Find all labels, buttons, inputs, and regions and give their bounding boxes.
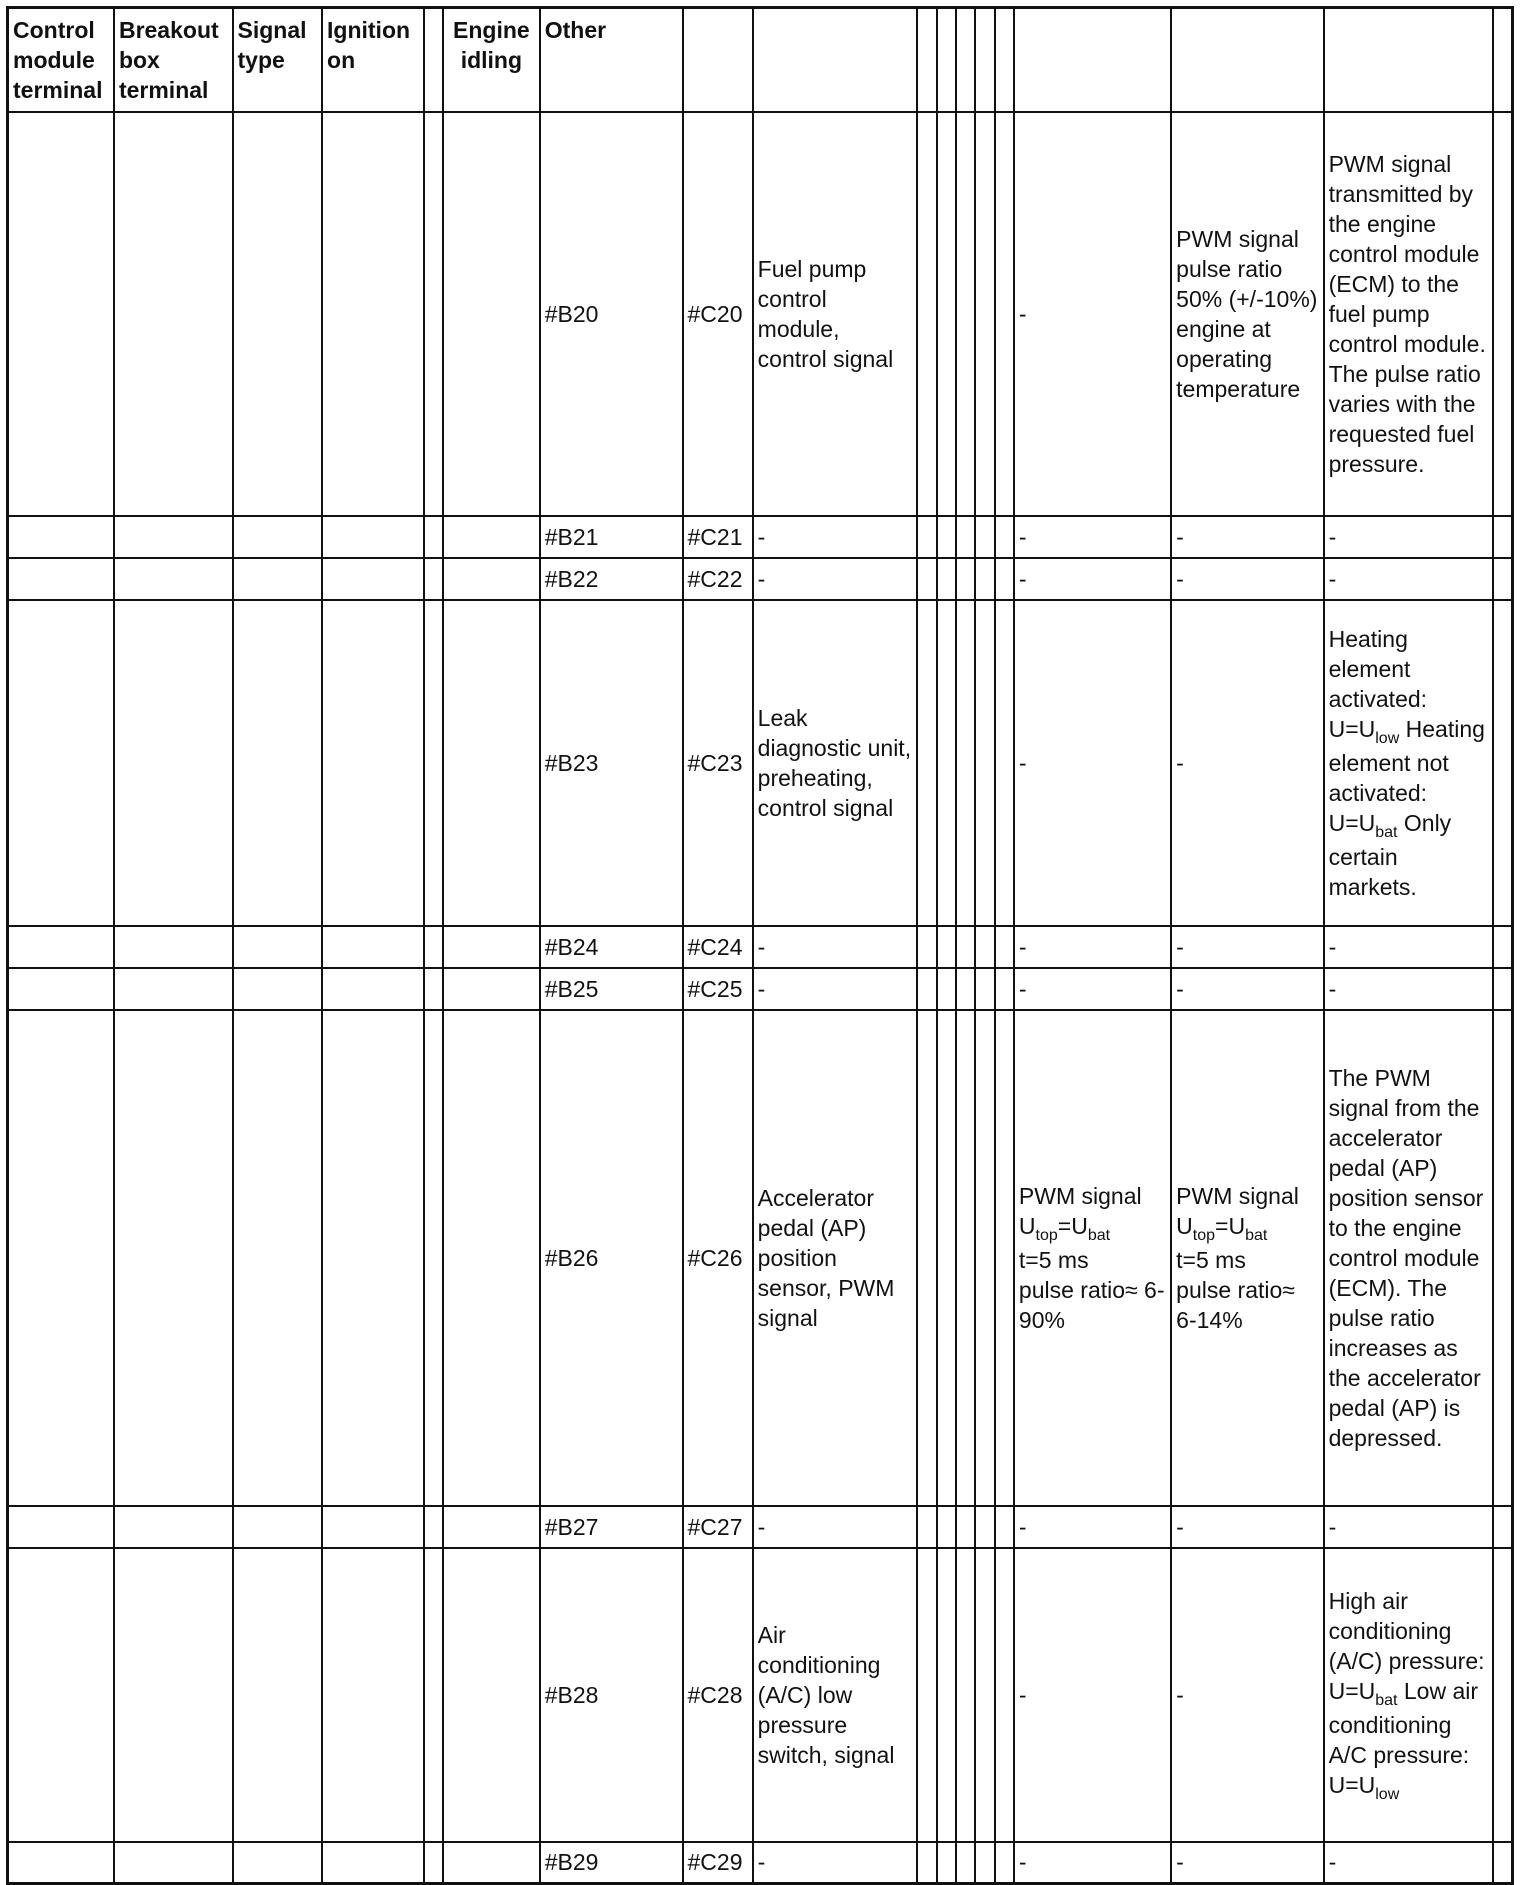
subscript: top xyxy=(1035,1226,1058,1244)
cell-engine-idling: - xyxy=(1171,558,1323,600)
other-text-a: Heating element activated: U=U xyxy=(1328,625,1428,742)
other-text-b: Heating element not activated: U=U xyxy=(1328,715,1485,836)
other-text-c: Only certain markets. xyxy=(1328,809,1452,900)
header-blank xyxy=(424,8,443,112)
other-text-a: High air conditioning (A/C) pressure: U=U xyxy=(1328,1587,1485,1704)
cell-ignition-on: - xyxy=(1014,1842,1171,1884)
subscript: bat xyxy=(1087,1226,1111,1244)
voltage-equals: =U xyxy=(1057,1212,1088,1239)
header-blank xyxy=(956,8,975,112)
cell-c-terminal: #C29 xyxy=(683,1842,753,1884)
table-row xyxy=(8,1842,1513,1884)
terminal-table-page xyxy=(6,6,1514,1874)
cell-ignition-on: - xyxy=(1014,516,1171,558)
header-other: Other xyxy=(540,8,683,112)
header-blank xyxy=(917,8,936,112)
other-text-b: Low air conditioning A/C pressure: U=U xyxy=(1328,1677,1479,1798)
header-control-module-terminal: Control module terminal xyxy=(8,8,114,112)
header-ignition-on: Ignition on xyxy=(322,8,424,112)
header-blank xyxy=(683,8,753,112)
header-engine-idling: Engine idling xyxy=(443,8,540,112)
voltage-symbol: U xyxy=(1018,1212,1036,1239)
cell-c-terminal: #C27 xyxy=(683,1506,753,1548)
pulse-ratio-line: pulse ratio≈ 6-90% xyxy=(1018,1276,1165,1333)
voltage-equals: =U xyxy=(1215,1212,1246,1239)
cell-b-terminal: #B22 xyxy=(540,558,683,600)
cell-ignition-on xyxy=(1014,1010,1171,1506)
cell-b-terminal: #B26 xyxy=(540,1010,683,1506)
subscript: bat xyxy=(1375,823,1398,841)
period-line: t=5 ms xyxy=(1018,1246,1089,1273)
cell-other: - xyxy=(1324,926,1493,968)
cell-c-terminal: #C26 xyxy=(683,1010,753,1506)
table-row xyxy=(8,1010,1513,1506)
header-blank xyxy=(995,8,1014,112)
cell-engine-idling: - xyxy=(1171,600,1323,926)
cell-other: PWM signal transmitted by the engine control module (ECM) to the fuel pump control module. The pulse ratio varies with the requested fuel pressure. xyxy=(1324,112,1493,516)
pulse-ratio-line: pulse ratio≈ 6-14% xyxy=(1176,1276,1295,1333)
cell-b-terminal: #B23 xyxy=(540,600,683,926)
cell-engine-idling: - xyxy=(1171,1548,1323,1842)
cell-signal-type: - xyxy=(753,1842,918,1884)
cell-engine-idling: - xyxy=(1171,1842,1323,1884)
header-blank xyxy=(1493,8,1513,112)
cell-ignition-on: - xyxy=(1014,1548,1171,1842)
table-row xyxy=(8,558,1513,600)
table-row xyxy=(8,112,1513,516)
header-row xyxy=(8,8,1513,112)
cell-ignition-on: - xyxy=(1014,112,1171,516)
header-blank xyxy=(1014,8,1171,112)
cell-c-terminal: #C28 xyxy=(683,1548,753,1842)
cell-b-terminal: #B24 xyxy=(540,926,683,968)
cell-signal-type: - xyxy=(753,516,918,558)
table-row xyxy=(8,516,1513,558)
cell-engine-idling: - xyxy=(1171,516,1323,558)
header-blank xyxy=(1324,8,1493,112)
cell-engine-idling: - xyxy=(1171,1506,1323,1548)
pwm-line: PWM signal xyxy=(1176,1182,1299,1209)
table-row xyxy=(8,968,1513,1010)
subscript: top xyxy=(1192,1226,1216,1244)
table-row xyxy=(8,926,1513,968)
cell-signal-type: Air conditioning (A/C) low pressure switch, signal xyxy=(753,1548,918,1842)
cell-b-terminal: #B28 xyxy=(540,1548,683,1842)
cell-other: - xyxy=(1324,516,1493,558)
pwm-line: PWM signal xyxy=(1018,1182,1142,1209)
voltage-symbol: U xyxy=(1176,1212,1193,1239)
cell-other: - xyxy=(1324,1842,1493,1884)
cell-other xyxy=(1324,1548,1493,1842)
cell-signal-type: Fuel pump control module, control signal xyxy=(753,112,918,516)
subscript: low xyxy=(1375,729,1400,747)
cell-signal-type: - xyxy=(753,968,918,1010)
cell-other xyxy=(1324,600,1493,926)
cell-c-terminal: #C22 xyxy=(683,558,753,600)
header-signal-type: Signal type xyxy=(233,8,323,112)
cell-b-terminal: #B25 xyxy=(540,968,683,1010)
cell-c-terminal: #C21 xyxy=(683,516,753,558)
subscript: bat xyxy=(1245,1226,1268,1244)
table-row xyxy=(8,1548,1513,1842)
cell-engine-idling: - xyxy=(1171,926,1323,968)
cell-signal-type: - xyxy=(753,558,918,600)
cell-ignition-on: - xyxy=(1014,1506,1171,1548)
table-row xyxy=(8,1506,1513,1548)
cell-ignition-on: - xyxy=(1014,926,1171,968)
cell-signal-type: Leak diagnostic unit, preheating, control signal xyxy=(753,600,918,926)
cell-c-terminal: #C24 xyxy=(683,926,753,968)
cell-c-terminal: #C20 xyxy=(683,112,753,516)
cell-signal-type: - xyxy=(753,1506,918,1548)
header-blank xyxy=(1171,8,1323,112)
cell-ignition-on: - xyxy=(1014,558,1171,600)
cell-c-terminal: #C23 xyxy=(683,600,753,926)
cell-engine-idling: PWM signal pulse ratio 50% (+/-10%) engine at operating temperature xyxy=(1171,112,1323,516)
cell-ignition-on: - xyxy=(1014,968,1171,1010)
period-line: t=5 ms xyxy=(1176,1246,1246,1273)
cell-other: - xyxy=(1324,558,1493,600)
header-breakout-box-terminal: Breakout box terminal xyxy=(114,8,233,112)
header-blank xyxy=(937,8,956,112)
cell-b-terminal: #B29 xyxy=(540,1842,683,1884)
cell-signal-type: Accelerator pedal (AP) position sensor, PWM signal xyxy=(753,1010,918,1506)
voltage-line xyxy=(1176,1211,1318,1245)
cell-engine-idling: - xyxy=(1171,968,1323,1010)
cell-engine-idling xyxy=(1171,1010,1323,1506)
cell-other: The PWM signal from the accelerator pedal (AP) position sensor to the engine control module (ECM). The pulse ratio increases as the accelerator pedal (AP) is depressed. xyxy=(1324,1010,1493,1506)
cell-other: - xyxy=(1324,1506,1493,1548)
header-blank xyxy=(753,8,918,112)
terminal-signal-table xyxy=(6,6,1514,1885)
voltage-line xyxy=(1019,1211,1166,1245)
cell-ignition-on: - xyxy=(1014,600,1171,926)
cell-b-terminal: #B20 xyxy=(540,112,683,516)
cell-signal-type: - xyxy=(753,926,918,968)
subscript: low xyxy=(1375,1785,1400,1803)
cell-b-terminal: #B27 xyxy=(540,1506,683,1548)
header-blank xyxy=(975,8,994,112)
cell-c-terminal: #C25 xyxy=(683,968,753,1010)
table-row xyxy=(8,600,1513,926)
cell-other: - xyxy=(1324,968,1493,1010)
subscript: bat xyxy=(1375,1691,1398,1709)
cell-b-terminal: #B21 xyxy=(540,516,683,558)
